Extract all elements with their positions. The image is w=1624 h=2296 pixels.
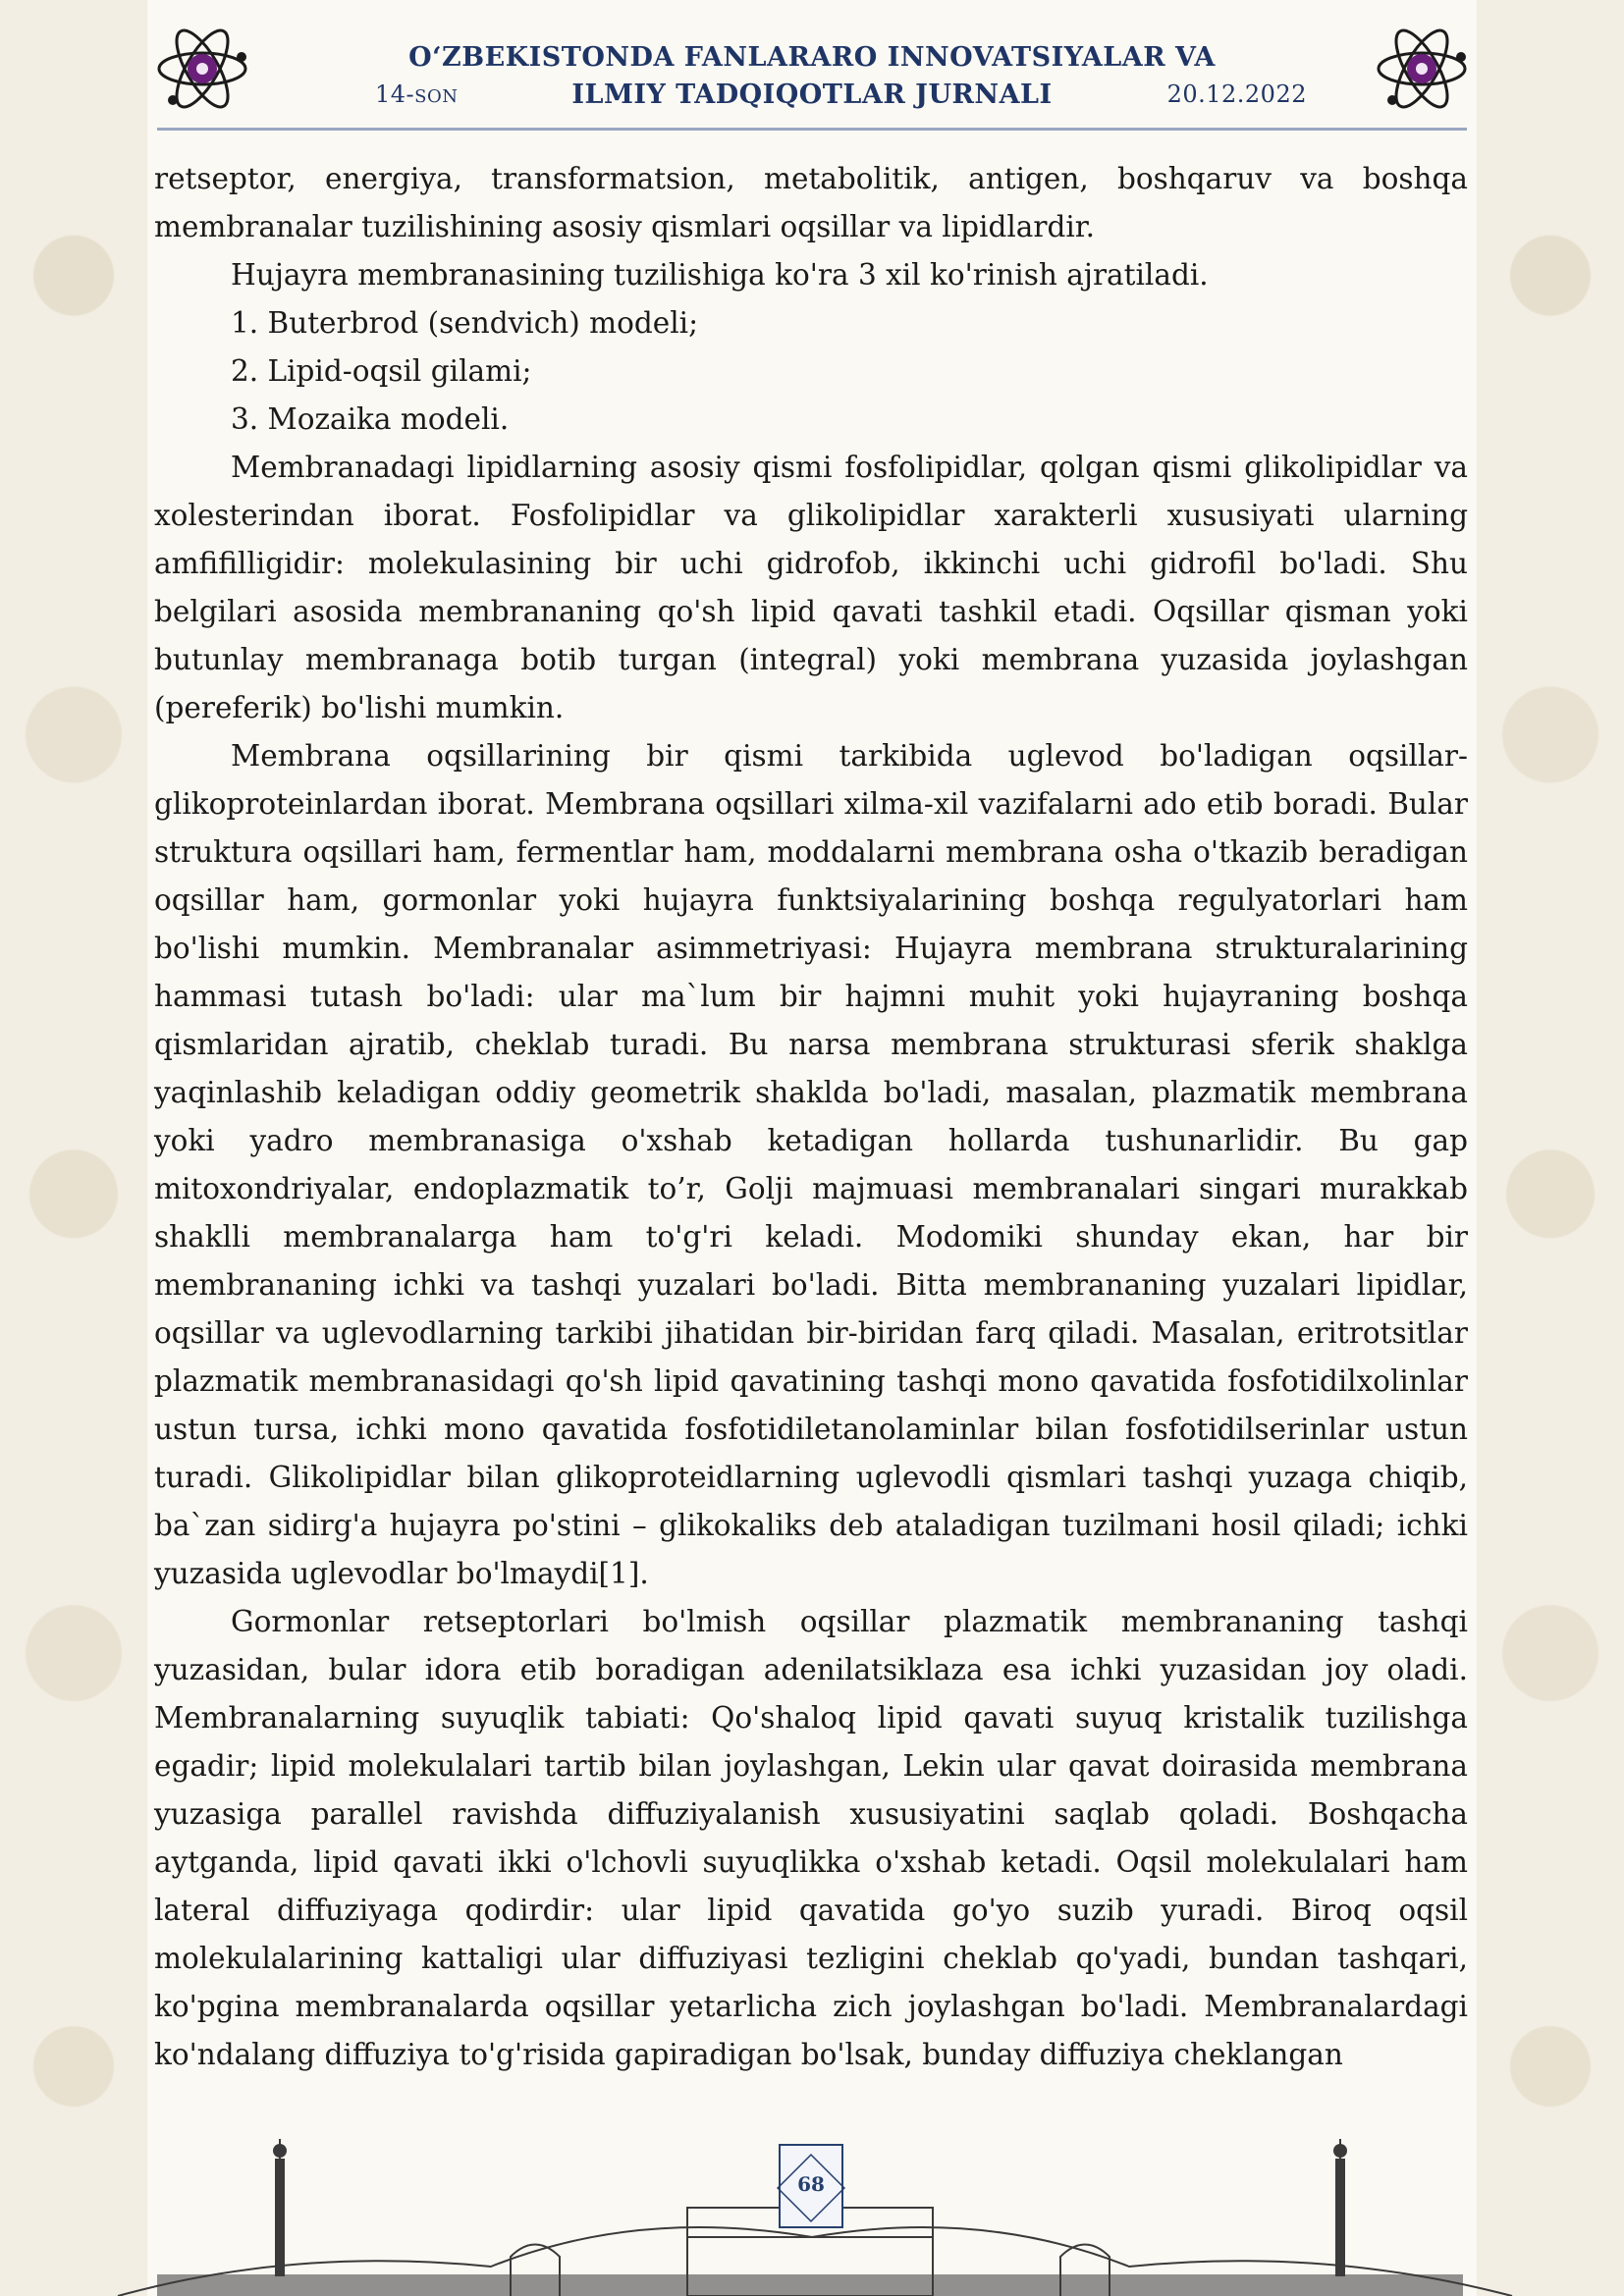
- issue-suffix: SON: [414, 86, 459, 107]
- paragraph-1: retseptor, energiya, transformatsion, metabolitik, antigen, boshqaruv va boshqa membranalar tuzilishining asosiy qismlari oqsillar va lipidlardir.: [154, 162, 1468, 243]
- paragraph-3: Membranadagi lipidlarning asosiy qismi fosfolipidlar, qolgan qismi glikolipidlar va xolesterindan iborat. Fosfolipidlar va glikolipidlar xarakterli xususiyati ularning amfifilligidir: molekulasining bir uchi gidrofob, ikkinchi uchi gidrofil bo'ladi. Shu belgilari asosida membrananing qo'sh lipid qavati tashkil etadi. Oqsillar qisman yoki butunlay membranaga botib turgan (integral) yoki membrana yuzasida joylashgan (pereferik) bo'lishi mumkin.: [154, 451, 1468, 724]
- journal-title-line1: O‘ZBEKISTONDA FANLARARO INNOVATSIYALAR VA: [408, 42, 1216, 73]
- list-item: 2. Lipid-oqsil gilami;: [231, 354, 532, 388]
- header-divider: [157, 128, 1467, 131]
- journal-title-line2: ILMIY TADQIQOTLAR JURNALI: [571, 80, 1053, 110]
- left-ornament-border: [0, 0, 147, 2296]
- issue-date: 20.12.2022: [1166, 80, 1307, 108]
- page-header: [147, 20, 1477, 130]
- page-number-badge: [776, 2139, 846, 2233]
- issue-number-value: 14-: [375, 80, 415, 108]
- paragraph-4: Membrana oqsillarining bir qismi tarkibida uglevod bo'ladigan oqsillar-glikoproteinlardan iborat. Membrana oqsillari xilma-xil vazifalarni ado etib boradi. Bular struktura oqsillari ham, fermentlar ham, moddalarni membrana osha o'tkazib beradigan oqsillar ham, gormonlar yoki hujayra funktsiyalarining boshqa regulyatorlari ham bo'lishi mumkin. Membranalar asimmetriyasi: Hujayra membrana strukturalarining hammasi tutash bo'ladi: ular ma`lum bir hajmni muhit yoki hujayraning boshqa qismlaridan ajratib, cheklab turadi. Bu narsa membrana strukturasi sferik shaklga yaqinlashib keladigan oddiy geometrik shaklda bo'ladi, masalan, plazmatik membrana yoki yadro membranasiga o'xshab ketadigan hollarda tushunarlidir. Bu gap mitoxondriyalar, endoplazmatik to’r, Golji majmuasi membranalari singari murakkab shaklli membranalarga ham to'g'ri keladi. Modomiki shunday ekan, har bir membrananing ichki va tashqi yuzalari bo'ladi. Bitta membrananing yuzalari lipidlar, oqsillar va uglevodlarning tarkibi jihatidan bir-biridan farq qiladi. Masalan, eritrotsitlar plazmatik membranasidagi qo'sh lipid qavatining tashqi mono qavatida fosfotidilxolinlar ustun tursa, ichki mono qavatida fosfotidiletanolaminlar bilan fosfotidilserinlar ustun turadi. Glikolipidlar bilan glikoproteidlarning uglevodli qismlari tashqi yuzaga chiqib, ba`zan sidirg'a hujayra po'stini – glikokaliks deb ataladigan tuzilmani hosil qiladi; ichki yuzasida uglevodlar bo'lmaydi[1].: [154, 739, 1468, 1590]
- page-footer: [0, 2100, 1624, 2296]
- list-item: 3. Mozaika modeli.: [231, 402, 510, 436]
- list-item: 1. Buterbrod (sendvich) modeli;: [231, 306, 699, 340]
- right-ornament-border: [1477, 0, 1624, 2296]
- paragraph-5: Gormonlar retseptorlari bo'lmish oqsillar plazmatik membrananing tashqi yuzasidan, bular idora etib boradigan adenilatsiklaza esa ichki yuzasidan joy oladi. Membranalarning suyuqlik tabiati: Qo'shaloq lipid qavati suyuq kristalik tuzilishga egadir; lipid molekulalari tartib bilan joylashgan, Lekin ular qavat doirasida membrana yuzasiga parallel ravishda diffuziyalanish xususiyatini saqlab qoladi. Boshqacha aytganda, lipid qavati ikki o'lchovli suyuqlikka o'xshab ketadi. Oqsil molekulalari ham lateral diffuziyaga qodirdir: ular lipid qavatida go'yo suzib yuradi. Biroq oqsil molekulalarining kattaligi ular diffuziyasi tezligini cheklab qo'yadi, bundan tashqari, ko'pgina membranalarda oqsillar yetarlicha zich joylashgan bo'ladi. Membranalardagi ko'ndalang diffuziya to'g'risida gapiradigan bo'lsak, bunday diffuziya cheklangan: [154, 1605, 1468, 2071]
- paragraph-2: Hujayra membranasining tuzilishiga ko'ra 3 xil ko'rinish ajratiladi.: [231, 258, 1209, 292]
- atom-logo-icon: [1373, 20, 1471, 118]
- issue-number: [375, 80, 459, 108]
- page-number: 68: [797, 2172, 825, 2196]
- article-body: [154, 155, 1468, 2079]
